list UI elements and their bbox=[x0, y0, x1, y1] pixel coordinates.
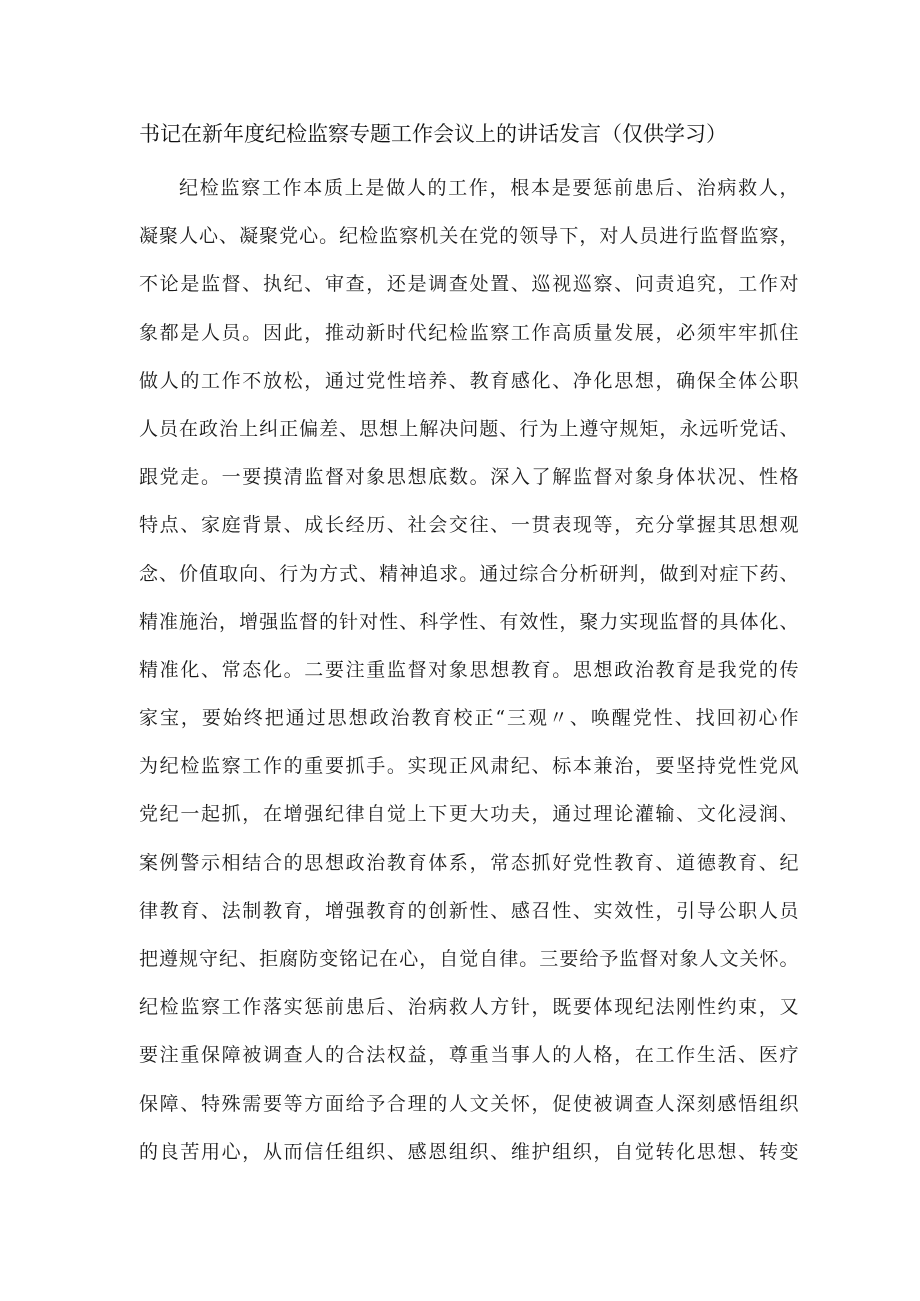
paragraph-line: 象都是人员。因此，推动新时代纪检监察工作高质量发展，必须牢牢抓住 bbox=[139, 321, 799, 344]
paragraph-line: 人员在政治上纠正偏差、思想上解决问题、行为上遵守规矩，永远听党话、 bbox=[139, 417, 799, 440]
paragraph-line: 跟党走。一要摸清监督对象思想底数。深入了解监督对象身体状况、性格 bbox=[139, 466, 799, 489]
paragraph-line: 要注重保障被调查人的合法权益，尊重当事人的人格，在工作生活、医疗 bbox=[139, 1044, 799, 1067]
paragraph-line: 保障、特殊需要等方面给予合理的人文关怀，促使被调查人深刻感悟组织 bbox=[139, 1092, 799, 1115]
paragraph-line: 精准化、常态化。二要注重监督对象思想教育。思想政治教育是我党的传 bbox=[139, 658, 799, 681]
paragraph-line: 精准施治，增强监督的针对性、科学性、有效性，聚力实现监督的具体化、 bbox=[139, 610, 799, 633]
paragraph-line: 的良苦用心，从而信任组织、感恩组织、维护组织，自觉转化思想、转变 bbox=[139, 1140, 799, 1163]
document-body bbox=[139, 164, 799, 1176]
paragraph-line: 案例警示相结合的思想政治教育体系，常态抓好党性教育、道德教育、纪 bbox=[139, 851, 799, 874]
paragraph-line: 纪检监察工作落实惩前患后、治病救人方针，既要体现纪法刚性约束，又 bbox=[139, 996, 799, 1019]
document-title: 书记在新年度纪检监察专题工作会议上的讲话发言（仅供学习） bbox=[139, 122, 727, 146]
paragraph-line: 家宝，要始终把通过思想政治教育校正“三观〃、唤醒党性、找回初心作 bbox=[139, 707, 799, 730]
paragraph-line: 把遵规守纪、拒腐防变铭记在心，自觉自律。三要给予监督对象人文关怀。 bbox=[139, 948, 799, 970]
paragraph-line: 为纪检监察工作的重要抓手。实现正风肃纪、标本兼治，要坚持党性党风 bbox=[139, 755, 799, 778]
paragraph-line: 做人的工作不放松，通过党性培养、教育感化、净化思想，确保全体公职 bbox=[139, 369, 799, 392]
paragraph-line: 念、价值取向、行为方式、精神追求。通过综合分析研判，做到对症下药、 bbox=[139, 562, 799, 585]
paragraph-line: 党纪一起抓，在增强纪律自觉上下更大功夫，通过理论灌输、文化浸润、 bbox=[139, 803, 799, 826]
paragraph-line: 纪检监察工作本质上是做人的工作，根本是要惩前患后、治病救人， bbox=[179, 177, 799, 199]
paragraph-line: 不论是监督、执纪、审查，还是调查处置、巡视巡察、问责追究，工作对 bbox=[139, 273, 799, 296]
paragraph-line: 凝聚人心、凝聚党心。纪检监察机关在党的领导下，对人员进行监督监察， bbox=[139, 225, 799, 248]
paragraph-line: 律教育、法制教育，增强教育的创新性、感召性、实效性，引导公职人员 bbox=[139, 899, 799, 922]
paragraph-line: 特点、家庭背景、成长经历、社会交往、一贯表现等，充分掌握其思想观 bbox=[139, 514, 799, 537]
